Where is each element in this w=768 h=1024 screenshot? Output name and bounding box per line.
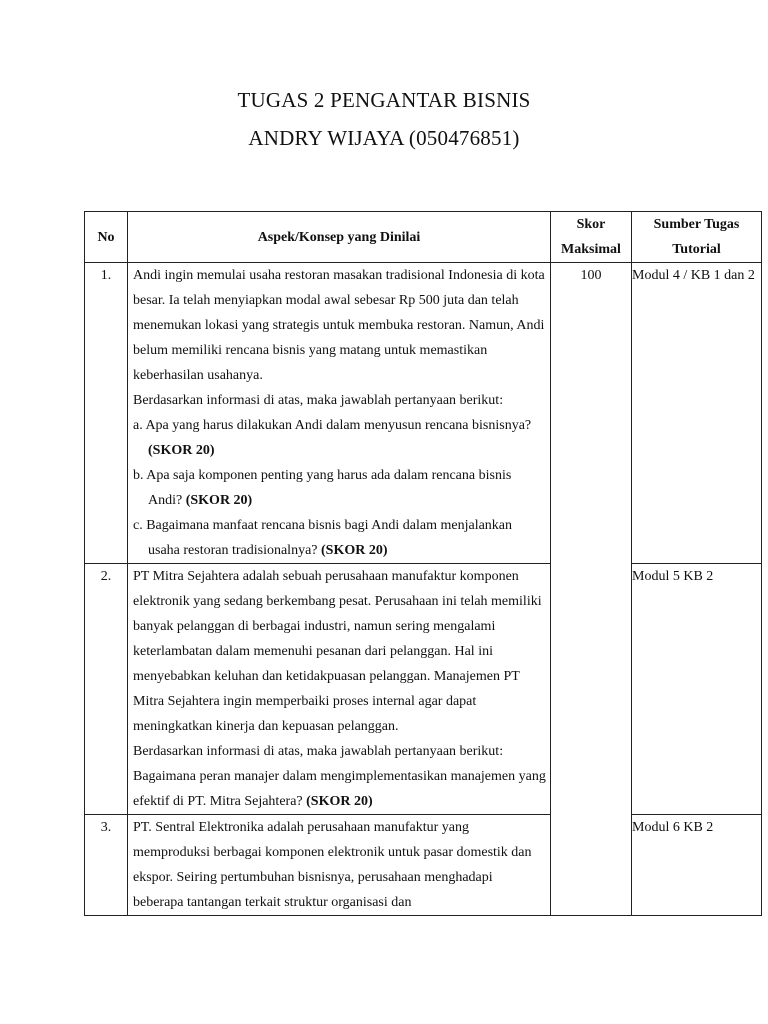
table-header-row	[85, 212, 762, 263]
header-sumber-line2: Tutorial	[672, 242, 721, 257]
table-row	[85, 564, 762, 815]
question-score: (SKOR 20)	[185, 493, 253, 508]
header-skor-line1: Skor	[576, 217, 606, 232]
case-description: Andi ingin memulai usaha restoran masakan tradisional Indonesia di kota besar. Ia telah menyiapkan modal awal sebesar Rp 500 juta dan telah menemukan lokasi yang strategis untuk membuka restoran. Namun, Andi belum memiliki rencana bisnis yang matang untuk memastikan keberhasilan usahanya.	[133, 268, 545, 383]
row-number: 2.	[85, 564, 128, 815]
source-cell: Modul 4 / KB 1 dan 2	[632, 263, 762, 564]
header-aspek: Aspek/Konsep yang Dinilai	[128, 212, 551, 263]
header-skor	[551, 212, 632, 263]
row-number: 3.	[85, 815, 128, 916]
case-description: PT Mitra Sejahtera adalah sebuah perusahaan manufaktur komponen elektronik yang sedang berkembang pesat. Perusahaan ini telah memiliki banyak pelanggan di berbagai industri, namun sering mengalami keterlambatan dalam memenuhi pesanan dari pelanggan. Hal ini menyebabkan keluhan dan ketidakpuasan pelanggan. Manajemen PT Mitra Sejahtera ingin memperbaiki proses internal agar dapat meningkatkan kinerja dan kepuasan pelanggan.	[133, 569, 542, 734]
question-text: c. Bagaimana manfaat rencana bisnis bagi Andi dalam menjalankan usaha restoran tradisionalnya?	[133, 518, 513, 558]
question-text: a. Apa yang harus dilakukan Andi dalam menyusun rencana bisnisnya?	[133, 418, 532, 433]
question-item	[133, 413, 546, 463]
aspek-cell	[128, 815, 551, 916]
header-no: No	[85, 212, 128, 263]
source-cell: Modul 5 KB 2	[632, 564, 762, 815]
question-text: Bagaimana peran manajer dalam mengimplementasikan manajemen yang efektif di PT. Mitra Sejahtera?	[133, 769, 546, 809]
aspek-cell	[128, 564, 551, 815]
source-cell: Modul 6 KB 2	[632, 815, 762, 916]
question-score: (SKOR 20)	[148, 443, 215, 458]
header-sumber-line1: Sumber Tugas	[653, 217, 740, 232]
aspek-cell	[128, 263, 551, 564]
row-number: 1.	[85, 263, 128, 564]
case-description: PT. Sentral Elektronika adalah perusahaan manufaktur yang memproduksi berbagai komponen elektronik untuk pasar domestik dan ekspor. Seiring pertumbuhan bisnisnya, perusahaan menghadapi beberapa tantangan terkait struktur organisasi dan	[133, 820, 532, 910]
question-score: (SKOR 20)	[306, 794, 373, 809]
table-row	[85, 263, 762, 564]
question-item	[133, 764, 546, 814]
question-prompt: Berdasarkan informasi di atas, maka jawablah pertanyaan berikut:	[133, 744, 504, 759]
question-score: (SKOR 20)	[321, 543, 388, 558]
skor-maksimal-cell: 100	[551, 263, 632, 916]
question-prompt: Berdasarkan informasi di atas, maka jawablah pertanyaan berikut:	[133, 393, 504, 408]
header-sumber	[632, 212, 762, 263]
question-item	[133, 463, 546, 513]
table-row	[85, 815, 762, 916]
document-subtitle: ANDRY WIJAYA (050476851)	[248, 126, 520, 150]
header-skor-line2: Maksimal	[561, 242, 621, 257]
document-title: TUGAS 2 PENGANTAR BISNIS	[237, 88, 531, 112]
assignment-table	[84, 211, 762, 916]
question-text: b. Apa saja komponen penting yang harus ada dalam rencana bisnis Andi?	[133, 468, 512, 508]
question-item	[133, 513, 546, 563]
